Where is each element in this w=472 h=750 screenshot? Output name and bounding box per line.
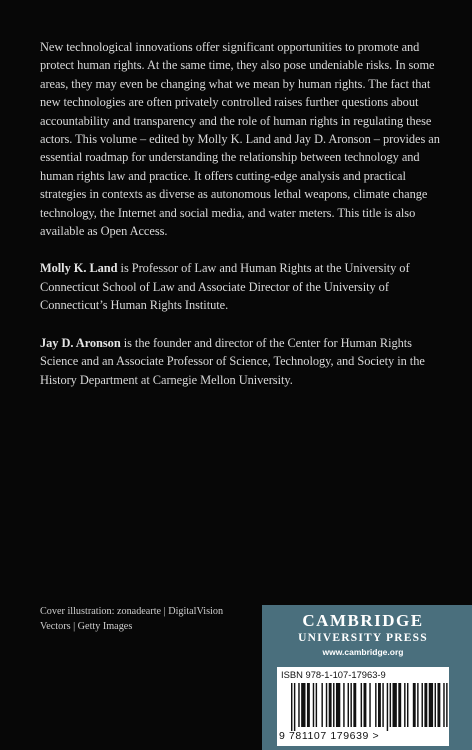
- barcode-bar: [390, 683, 391, 727]
- publisher-url: www.cambridge.org: [322, 647, 404, 657]
- editor-bio-land: [40, 259, 440, 314]
- barcode-bar: [378, 683, 381, 727]
- publisher-panel: [262, 605, 472, 750]
- isbn-label: ISBN 978-1-107-17963-9: [281, 669, 386, 680]
- cover-illustration-credit: Cover illustration: zonadearte | DigitalVision Vectors | Getty Images: [40, 606, 224, 632]
- barcode-bar: [435, 683, 436, 727]
- barcode-bar: [387, 683, 388, 731]
- editor-name-land: Molly K. Land: [40, 261, 118, 276]
- barcode-bar: [333, 683, 334, 727]
- barcode-bar: [429, 683, 433, 727]
- description-paragraph: New technological innovations offer significant opportunities to promote and protect human rights. At the same time, they also pose undeniable risks. In some areas, they may even be changing what we mean by human rights. The fact that new technologies are often privately controlled raises further questions about accountability and transparency and the role of human rights in regulating these actors. This volume – edited by Molly K. Land and Jay D. Aronson – provides an essential roadmap for understanding the relationship between technology and human rights law and practice. It offers cutting-edge analysis and practical strategies in contexts as diverse as autonomous lethal weapons, climate change technology, the Internet and social media, and water meters. This title is also available as Open Access.: [40, 40, 440, 239]
- editor-bio-aronson-text: is the founder and director of the Center for Human Rights Science and an Associate Professor of Science, Technology, and Society in the History Department at Carnegie Mellon University.: [40, 335, 425, 387]
- barcode-bar: [422, 683, 423, 727]
- barcode-bar: [393, 683, 397, 727]
- barcode-bar: [307, 683, 310, 727]
- barcode-icon: [277, 683, 449, 731]
- barcode-bar: [343, 683, 344, 727]
- barcode-bar: [329, 683, 332, 727]
- barcode-bar: [443, 683, 444, 727]
- barcode-bar: [375, 683, 376, 727]
- barcode-bar: [413, 683, 416, 727]
- barcode-bar: [353, 683, 356, 727]
- editor-name-aronson: Jay D. Aronson: [40, 335, 121, 350]
- barcode-bar: [313, 683, 314, 727]
- barcode-bar: [404, 683, 405, 727]
- barcode-bar: [298, 683, 299, 727]
- barcode-bar: [350, 683, 351, 727]
- ean-number: 9 781107 179639 >: [279, 730, 380, 742]
- barcode-bar: [294, 683, 295, 731]
- publisher-press: UNIVERSITY PRESS: [298, 632, 428, 644]
- barcode-bar: [326, 683, 327, 727]
- barcode-bar: [361, 683, 362, 727]
- publisher-name: CAMBRIDGE: [302, 611, 424, 630]
- barcode-bar: [369, 683, 370, 727]
- barcode-bar: [321, 683, 322, 727]
- barcode-bar: [417, 683, 418, 727]
- barcode-bar: [364, 683, 367, 727]
- barcode-bar: [446, 683, 447, 727]
- barcode-bar: [437, 683, 440, 727]
- barcode-bar: [301, 683, 305, 727]
- barcode-bar: [316, 683, 317, 727]
- barcode-bar: [407, 683, 408, 727]
- barcode-bar: [336, 683, 340, 727]
- editor-bio-aronson: [40, 334, 440, 389]
- barcode-bar: [291, 683, 292, 731]
- barcode-bar: [348, 683, 349, 727]
- barcode-bar: [382, 683, 383, 727]
- barcode-box: [277, 667, 449, 746]
- barcode-bar: [424, 683, 427, 727]
- barcode-bar: [398, 683, 401, 727]
- back-cover-blurb: [40, 38, 440, 408]
- editor-bio-land-text: is Professor of Law and Human Rights at the University of Connecticut School of Law and Associate Director of the University of Connecticut’s Human Rights Institute.: [40, 261, 410, 313]
